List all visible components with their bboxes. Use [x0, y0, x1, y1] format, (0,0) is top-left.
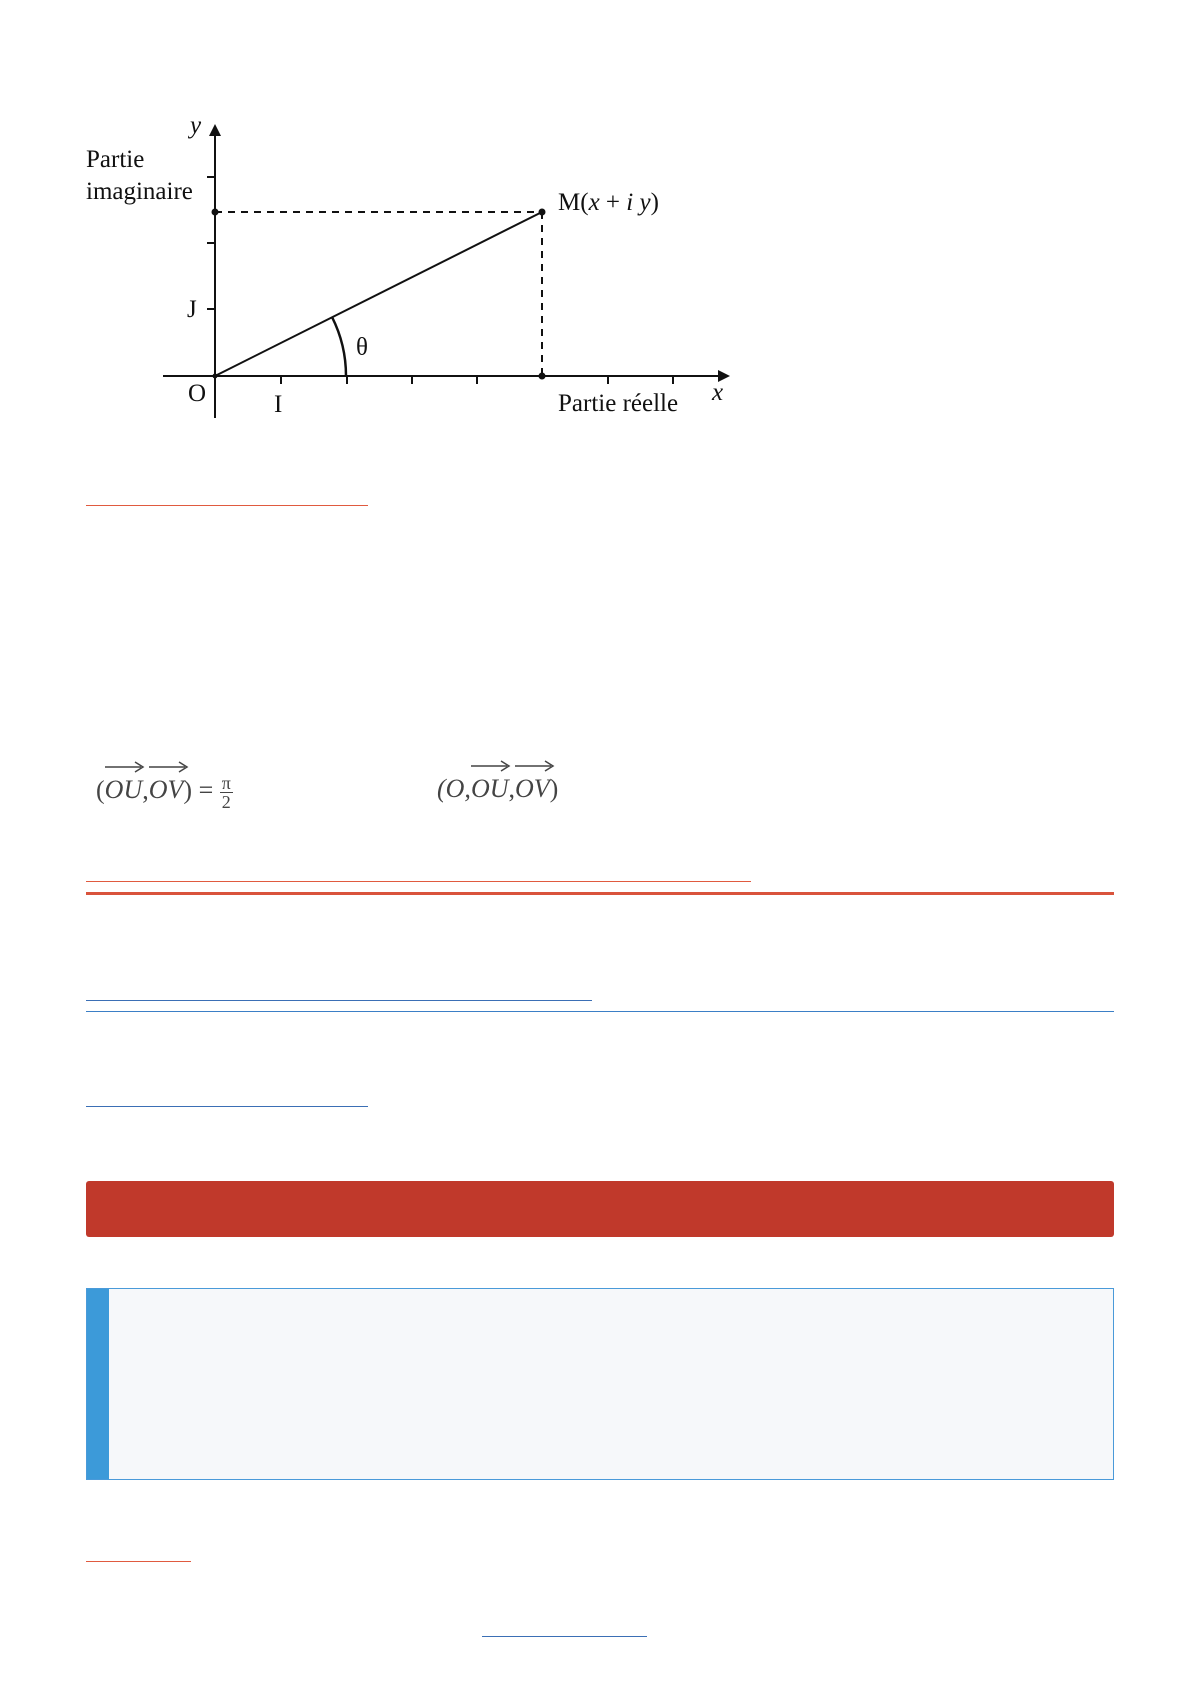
point-x-projection — [539, 373, 546, 380]
origin-label: O — [188, 380, 207, 407]
point-y-projection — [212, 209, 219, 216]
equals-sign: = — [192, 775, 220, 805]
link-underline-2[interactable] — [86, 881, 751, 882]
vector-ov: OV — [149, 775, 184, 805]
y-ticks — [207, 177, 215, 309]
section-banner — [86, 1181, 1114, 1237]
vector-om — [215, 212, 542, 376]
angle-arc — [332, 317, 346, 376]
point-origin — [213, 374, 218, 379]
frame-close: ) — [549, 774, 559, 803]
link-underline-5[interactable] — [86, 1561, 191, 1562]
link-underline-4[interactable] — [86, 1106, 368, 1107]
section-divider-blue — [86, 1011, 1114, 1012]
frame-comma: , — [508, 774, 515, 803]
frame-vector-ou: OU — [471, 774, 509, 804]
point-m-label: M(x + i y) — [558, 189, 659, 216]
real-part-label: Partie réelle — [558, 390, 679, 417]
footer-link-underline[interactable] — [482, 1636, 647, 1637]
x-axis-name: x — [712, 379, 724, 406]
unit-j-label: J — [187, 296, 197, 323]
frame-open: (O, — [437, 774, 471, 803]
comma: , — [142, 775, 149, 805]
imaginary-part-label-line2: imaginaire — [86, 178, 193, 205]
close-paren: ) — [183, 775, 193, 805]
frame-vector-ov: OV — [515, 774, 550, 804]
imaginary-part-label-line1: Partie — [86, 146, 145, 173]
open-paren: ( — [96, 775, 105, 805]
angle-formula — [96, 774, 233, 811]
link-underline-3[interactable] — [86, 1000, 592, 1001]
vector-ou: OU — [105, 775, 143, 805]
pi-over-two: $\frac{\pi}{2}$ — [221, 773, 231, 812]
frame-formula — [437, 774, 558, 804]
note-accent-bar — [87, 1289, 109, 1479]
note-box — [86, 1288, 1114, 1480]
theta-label: θ — [356, 334, 368, 361]
section-divider-red — [86, 892, 1114, 895]
point-m — [539, 209, 546, 216]
unit-i-label: I — [274, 391, 283, 418]
y-axis-name: y — [190, 112, 202, 139]
complex-plane-figure — [0, 0, 760, 440]
link-underline-1[interactable] — [86, 505, 368, 506]
x-ticks — [281, 376, 673, 384]
